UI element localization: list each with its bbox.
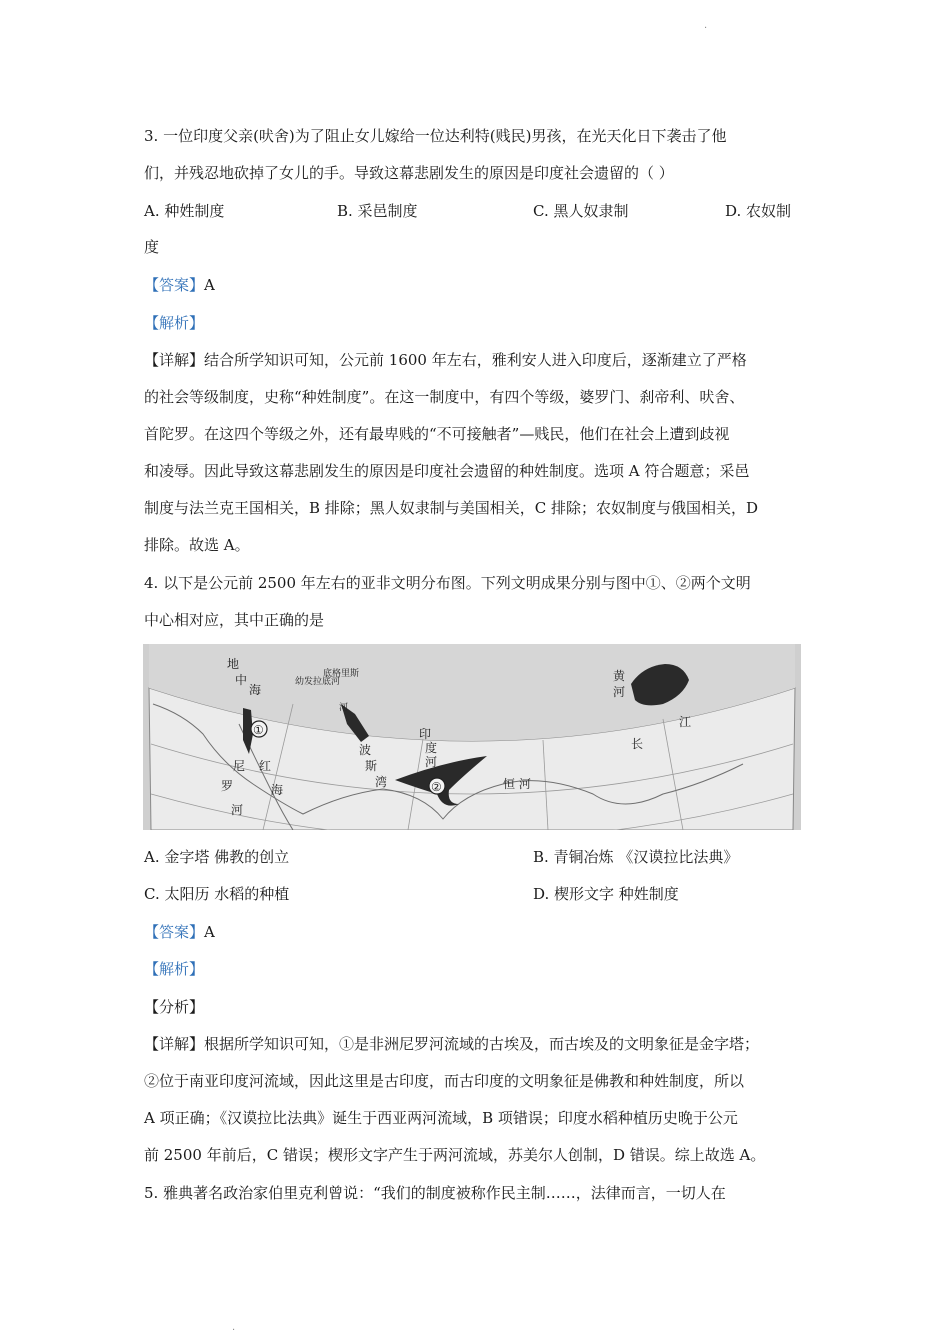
q3-detail-line: 的社会等级制度，史称“种姓制度”。在这一制度中，有四个等级，婆罗门、刹帝利、吠舍、 [144,388,745,406]
q4-analysis-label: 【解析】 [144,960,205,978]
q3-option-d-wrap: 度 [144,238,160,256]
map-figure [143,644,801,830]
q3-stem-line2: 们，并残忍地砍掉了女儿的手。导致这幕悲剧发生的原因是印度社会遗留的（ ） [144,164,674,182]
answer-label: 【答案】 [144,923,205,941]
q3-detail-line: 首陀罗。在这四个等级之外，还有最卑贱的“不可接触者”—贱民，他们在社会上遭到歧视 [144,425,730,443]
q4-detail-line: ②位于南亚印度河流域，因此这里是古印度，而古印度的文明象征是佛教和种姓制度，所以 [144,1072,745,1090]
q3-detail-line: 【详解】结合所学知识可知，公元前 1600 年左右，雅利安人进入印度后，逐渐建立了严格 [144,351,747,369]
q3-detail-line: 排除。故选 A。 [144,536,250,554]
map-label: 河 [613,685,626,699]
scan-dot: . [232,1322,236,1333]
map-label: 河 [231,803,244,817]
q4-option-b: B. 青铜冶炼 《汉谟拉比法典》 [533,848,739,866]
map-label: 河 [425,755,438,769]
map-label: 印 [419,727,432,741]
map-label: 恒 河 [503,777,531,791]
q3-detail-line: 和凌辱。因此导致这幕悲剧发生的原因是印度社会遗留的种姓制度。选项 A 符合题意；采邑 [144,462,750,480]
map-label: 底格里斯 [323,669,360,679]
map-label: 江 [679,715,692,729]
scan-dot: . [704,20,708,31]
q4-detail-line: 前 2500 年前后，C 错误；楔形文字产生于两河流域，苏美尔人创制，D 错误。综上故选 A。 [144,1146,766,1164]
q4-detail-line: 【详解】根据所学知识可知，①是非洲尼罗河流域的古埃及，而古埃及的文明象征是金字塔； [144,1035,760,1053]
q5-stem-line1: 5. 雅典著名政治家伯里克利曾说：“我们的制度被称作民主制……，法律而言，一切人在 [144,1184,726,1202]
q4-detail-line: A 项正确；《汉谟拉比法典》诞生于西亚两河流域，B 项错误；印度水稻种植历史晚于公元 [144,1109,738,1127]
map-label: 海 [249,683,262,697]
map-label: 度 [425,741,438,755]
q4-option-d: D. 楔形文字 种姓制度 [533,885,679,903]
q3-answer [144,274,215,295]
q4-stem-line1: 4. 以下是公元前 2500 年左右的亚非文明分布图。下列文明成果分别与图中①、②两个文明 [144,574,751,592]
q3-option-b: B. 采邑制度 [337,202,418,220]
q4-stem-line2: 中心相对应，其中正确的是 [144,611,325,629]
map-label: 红 [259,759,272,773]
map-label: 湾 [375,775,388,789]
map-label: 黄 [613,669,626,683]
q3-analysis-label: 【解析】 [144,314,205,332]
q4-option-a: A. 金字塔 佛教的创立 [144,848,290,866]
map-label: 海 [271,783,284,797]
q4-answer [144,921,215,942]
map-label: 幼发拉底河 [295,677,341,687]
map-label: 河 [339,703,349,713]
q3-detail-line: 制度与法兰克王国相关，B 排除；黑人奴隶制与美国相关，C 排除；农奴制度与俄国相关，D [144,499,759,517]
map-label: 斯 [365,759,378,773]
map-label: 尼 [233,759,246,773]
q3-option-d: D. 农奴制 [725,202,792,220]
marker-1: ① [253,723,264,737]
answer-value: A [204,276,215,294]
map-label: 地 [227,657,240,671]
answer-label: 【答案】 [144,276,205,294]
q3-option-c: C. 黑人奴隶制 [533,202,629,220]
marker-2: ② [431,780,442,794]
map-label: 长 [631,737,644,751]
map-label: 罗 [221,779,234,793]
civilization-map [143,644,801,830]
q4-option-c: C. 太阳历 水稻的种植 [144,885,290,903]
answer-value: A [204,923,215,941]
q3-option-a: A. 种姓制度 [144,202,225,220]
map-label: 波 [359,743,372,757]
q3-stem-line1: 3. 一位印度父亲(吠舍)为了阻止女儿嫁给一位达利特(贱民)男孩，在光天化日下袭击了他 [144,127,727,145]
q4-fenxi-label: 【分析】 [144,998,205,1016]
map-label: 中 [235,673,248,687]
